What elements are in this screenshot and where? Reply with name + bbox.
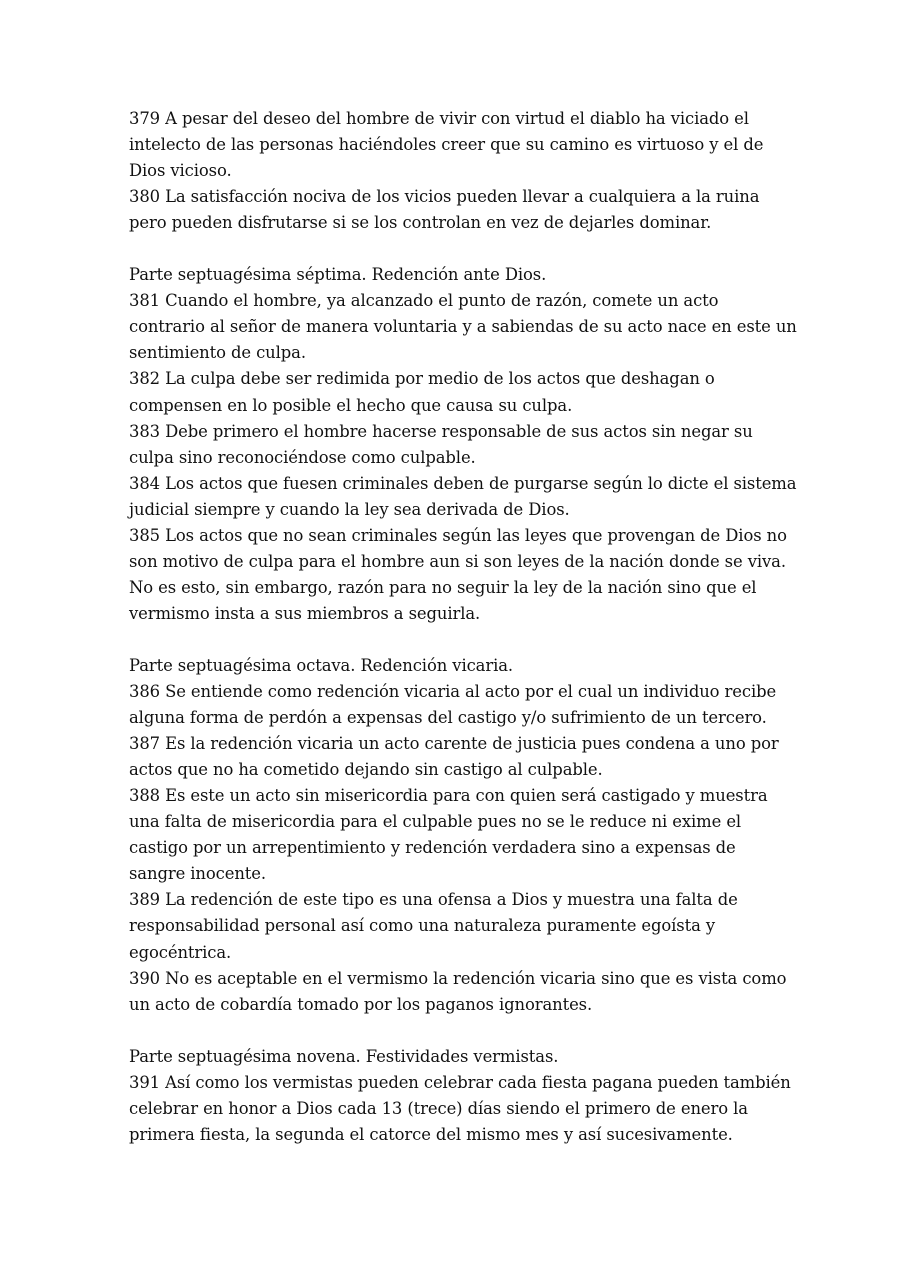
text-line: 381 Cuando el hombre, ya alcanzado el punto de razón, comete un acto [129, 291, 719, 311]
text-line: sangre inocente. [129, 864, 266, 884]
text-line: primera fiesta, la segunda el catorce del mismo mes y así sucesivamente. [129, 1124, 733, 1144]
paragraph-gap [129, 236, 789, 262]
text-line: 382 La culpa debe ser redimida por medio de los actos que deshagan o [129, 369, 715, 389]
text-line: 388 Es este un acto sin misericordia para con quien será castigado y muestra [129, 786, 768, 806]
text-line: pero pueden disfrutarse si se los controlan en vez de dejarles dominar. [129, 213, 712, 233]
text-line: 391 Así como los vermistas pueden celebrar cada fiesta pagana pueden también [129, 1072, 791, 1092]
text-line: responsabilidad personal así como una naturaleza puramente egoísta y [129, 916, 716, 936]
text-line: 385 Los actos que no sean criminales según las leyes que provengan de Dios no [129, 525, 787, 545]
text-line: 384 Los actos que fuesen criminales deben de purgarse según lo dicte el sistema [129, 473, 797, 493]
text-line: alguna forma de perdón a expensas del castigo y/o sufrimiento de un tercero. [129, 708, 767, 728]
text-line: egocéntrica. [129, 942, 232, 962]
text-line: intelecto de las personas haciéndoles creer que su camino es virtuoso y el de [129, 135, 764, 155]
text-line: No es esto, sin embargo, razón para no seguir la ley de la nación sino que el [129, 577, 757, 597]
text-line: un acto de cobardía tomado por los paganos ignorantes. [129, 994, 593, 1014]
text-line: actos que no ha cometido dejando sin castigo al culpable. [129, 760, 603, 780]
section-heading: Parte septuagésima séptima. Redención ante Dios. [129, 265, 547, 285]
text-line: celebrar en honor a Dios cada 13 (trece) días siendo el primero de enero la [129, 1098, 748, 1118]
paragraph-gap [129, 1018, 789, 1044]
text-line: una falta de misericordia para el culpable pues no se le reduce ni exime el [129, 812, 742, 832]
text-line: son motivo de culpa para el hombre aun si son leyes de la nación donde se viva. [129, 551, 786, 571]
text-line: 389 La redención de este tipo es una ofensa a Dios y muestra una falta de [129, 890, 738, 910]
text-line: sentimiento de culpa. [129, 343, 306, 363]
text-line: castigo por un arrepentimiento y redención verdadera sino a expensas de [129, 838, 736, 858]
section-heading: Parte septuagésima novena. Festividades vermistas. [129, 1046, 559, 1066]
text-line: 390 No es aceptable en el vermismo la redención vicaria sino que es vista como [129, 968, 787, 988]
text-line: culpa sino reconociéndose como culpable. [129, 447, 476, 467]
text-line: Dios vicioso. [129, 161, 232, 181]
text-line: compensen en lo posible el hecho que causa su culpa. [129, 395, 573, 415]
text-line: 379 A pesar del deseo del hombre de vivir con virtud el diablo ha viciado el [129, 109, 749, 128]
document-page [129, 106, 797, 1148]
text-line: 380 La satisfacción nociva de los vicios pueden llevar a cualquiera a la ruina [129, 187, 760, 207]
text-line: judicial siempre y cuando la ley sea derivada de Dios. [129, 499, 570, 519]
paragraph-gap [129, 627, 789, 653]
text-line: 386 Se entiende como redención vicaria al acto por el cual un individuo recibe [129, 682, 777, 702]
text-line: vermismo insta a sus miembros a seguirla. [129, 603, 481, 623]
text-line: 387 Es la redención vicaria un acto carente de justicia pues condena a uno por [129, 734, 779, 754]
section-heading: Parte septuagésima octava. Redención vicaria. [129, 655, 514, 675]
text-line: 383 Debe primero el hombre hacerse responsable de sus actos sin negar su [129, 421, 753, 441]
text-line: contrario al señor de manera voluntaria y a sabiendas de su acto nace en este un [129, 317, 797, 337]
